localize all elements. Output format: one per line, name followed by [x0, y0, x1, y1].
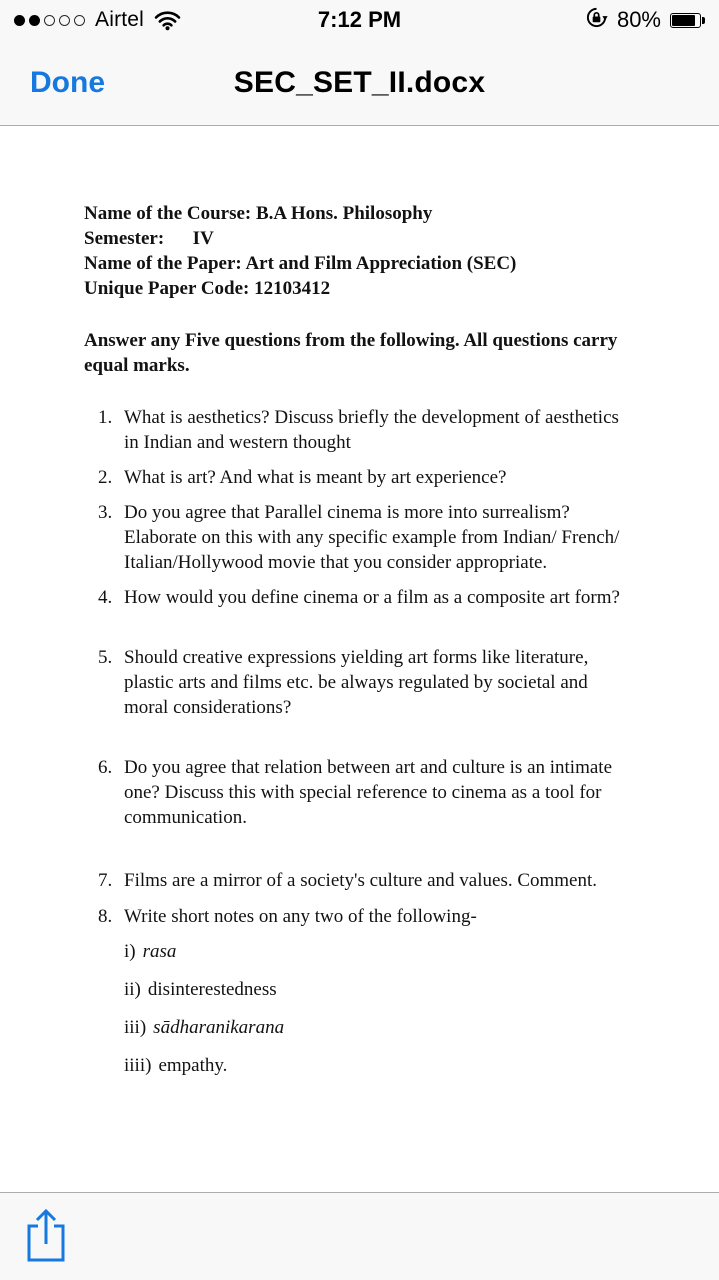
subquestion-item [124, 939, 719, 964]
subquestion-label: ii) [124, 979, 141, 1000]
subquestion-text: empathy. [158, 1055, 228, 1076]
question-item [98, 405, 719, 455]
question-item [98, 645, 719, 720]
question-number: 7. [98, 870, 113, 891]
status-bar [0, 0, 719, 40]
paper-name-line: Name of the Paper: Art and Film Appreciation (SEC) [84, 253, 517, 274]
carrier-label: Airtel [95, 8, 145, 31]
subquestion-item [124, 977, 719, 1002]
subquestion-label: iii) [124, 1017, 147, 1038]
question-number: 3. [98, 502, 113, 523]
signal-dot-empty [59, 15, 70, 26]
exam-instruction: Answer any Five questions from the following. All questions carry equal marks. [84, 330, 618, 376]
question-item [98, 755, 719, 830]
battery-icon [670, 13, 705, 28]
status-right-group [585, 6, 705, 34]
bottom-toolbar [0, 1192, 719, 1280]
question-item [98, 500, 719, 575]
subquestion-text: sādharanikarana [153, 1017, 285, 1038]
question-item [98, 868, 719, 893]
question-item [98, 465, 719, 490]
semester-line: Semester: IV [84, 228, 214, 249]
question-text: Do you agree that Parallel cinema is more into surrealism? Elaborate on this with any specific example from Indian/ French/ Italian/Hollywood movie that you consider appropriate. [124, 502, 620, 573]
done-button[interactable]: Done [30, 65, 105, 99]
course-name-line: Name of the Course: B.A Hons. Philosophy [84, 203, 433, 224]
nav-bar [0, 40, 719, 126]
subquestion-label: i) [124, 941, 136, 962]
share-icon [24, 1251, 68, 1266]
subquestion-item [124, 1015, 719, 1040]
signal-dot-empty [44, 15, 55, 26]
question-number: 2. [98, 467, 113, 488]
question-text: How would you define cinema or a film as a composite art form? [124, 587, 620, 608]
subquestion-item [124, 1053, 719, 1078]
rotation-lock-icon [585, 6, 608, 34]
question-text: What is aesthetics? Discuss briefly the development of aesthetics in Indian and western thought [124, 407, 619, 453]
share-button[interactable] [24, 1207, 68, 1266]
signal-dot-filled [29, 15, 40, 26]
signal-dot-filled [14, 15, 25, 26]
question-number: 8. [98, 906, 113, 927]
cell-signal-icon [14, 15, 85, 26]
subquestion-text: disinterestedness [147, 979, 277, 1000]
document-header [84, 201, 719, 301]
document-title: SEC_SET_II.docx [233, 65, 486, 99]
battery-percent-label: 80% [616, 7, 661, 32]
wifi-icon [154, 9, 181, 31]
clock-label: 7:12 PM [317, 7, 402, 32]
question-number: 6. [98, 757, 113, 778]
question-text: What is art? And what is meant by art experience? [124, 467, 507, 488]
status-left-group [14, 8, 181, 32]
question-text: Write short notes on any two of the following- [124, 906, 477, 927]
question-text: Films are a mirror of a society's culture and values. Comment. [124, 870, 598, 891]
question-text: Should creative expressions yielding art forms like literature, plastic arts and films etc. be always regulated by societal and moral considerations? [124, 647, 589, 718]
question-text: Do you agree that relation between art and culture is an intimate one? Discuss this with special reference to cinema as a tool for communication. [124, 757, 613, 828]
question-item [98, 585, 719, 610]
question-item [98, 904, 719, 929]
question-number: 1. [98, 407, 113, 428]
question-number: 4. [98, 587, 113, 608]
question-number: 5. [98, 647, 113, 668]
subquestion-text: rasa [142, 941, 177, 962]
paper-code-line: Unique Paper Code: 12103412 [84, 278, 331, 299]
question-list [98, 405, 719, 1078]
subquestion-label: iiii) [124, 1055, 152, 1076]
document-page[interactable] [0, 126, 719, 1192]
signal-dot-empty [74, 15, 85, 26]
